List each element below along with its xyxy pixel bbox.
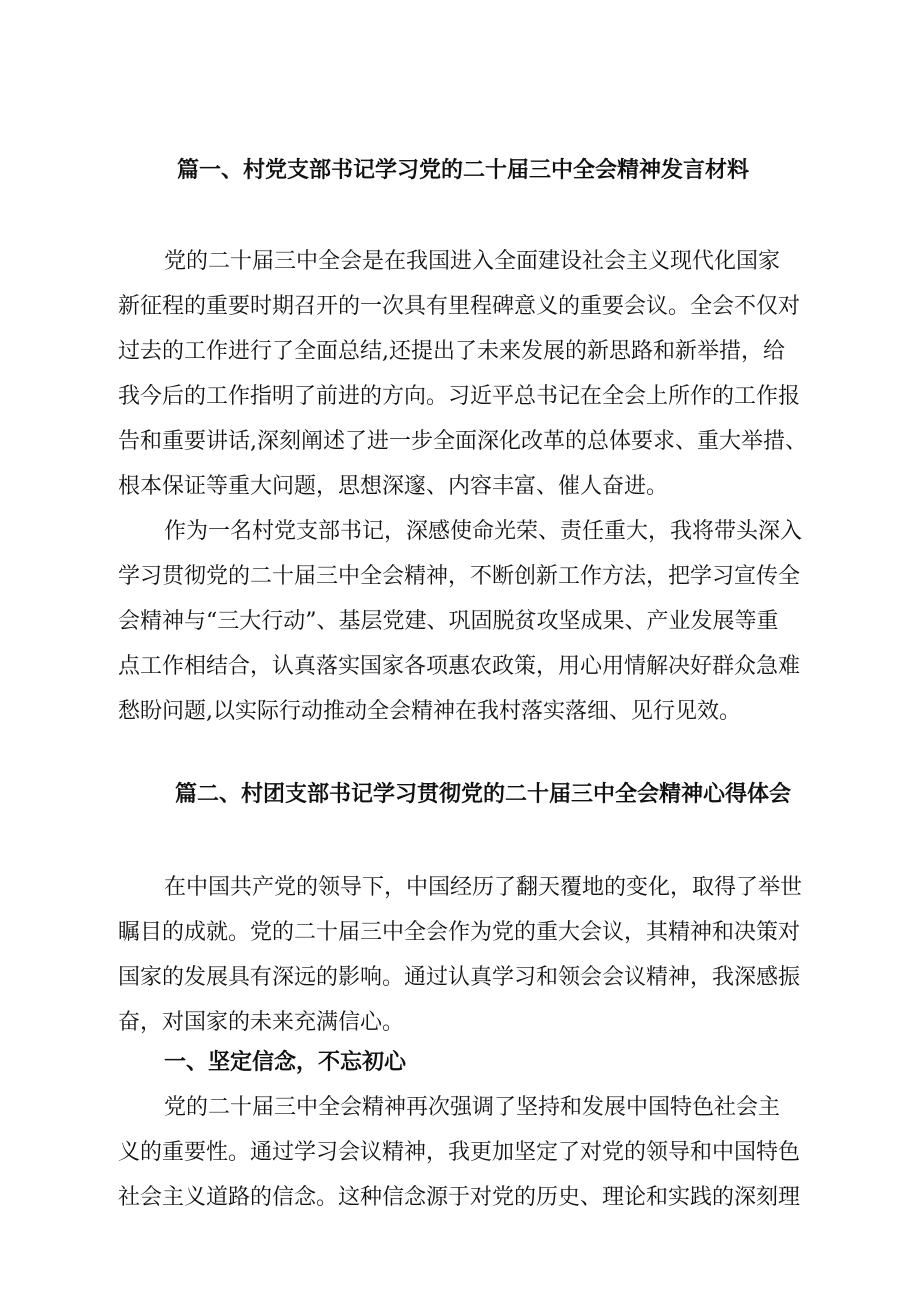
- paragraph-line: 愁盼问题,以实际行动推动全会精神在我村落实落细、见行见效。: [118, 699, 741, 724]
- paragraph-line: 新征程的重要时期召开的一次具有里程碑意义的重要会议。全会不仅对: [118, 294, 801, 319]
- paragraph-line: 告和重要讲话,深刻阐述了进一步全面深化改革的总体要求、重大举措、: [118, 429, 807, 454]
- paragraph-line: 在中国共产党的领导下，中国经历了翻天覆地的变化，取得了举世: [164, 875, 803, 900]
- paragraph-line: 社会主义道路的信念。这种信念源于对党的历史、理论和实践的深刻理: [118, 1185, 801, 1210]
- paragraph-line: 国家的发展具有深远的影响。通过认真学习和领会会议精神，我深感振: [118, 965, 801, 990]
- paragraph-line: 根本保证等重大问题，思想深邃、内容丰富、催人奋进。: [118, 474, 669, 499]
- paragraph-line: 作为一名村党支部书记，深感使命光荣、责任重大，我将带头深入: [164, 519, 803, 544]
- paragraph-line: 点工作相结合，认真落实国家各项惠农政策，用心用情解决好群众急难: [118, 654, 801, 679]
- paragraph-line: 我今后的工作指明了前进的方向。习近平总书记在全会上所作的工作报: [118, 384, 801, 409]
- paragraph-line: 奋，对国家的未来充满信心。: [118, 1010, 405, 1035]
- paragraph-line: 党的二十届三中全会是在我国进入全面建设社会主义现代化国家: [164, 249, 781, 274]
- paragraph-line: 瞩目的成就。党的二十届三中全会作为党的重大会议，其精神和决策对: [118, 920, 801, 945]
- paragraph-line: 义的重要性。通过学习会议精神，我更加坚定了对党的领导和中国特色: [118, 1140, 801, 1165]
- paragraph-line: 党的二十届三中全会精神再次强调了坚持和发展中国特色社会主: [164, 1095, 781, 1120]
- section-title-1: 篇一、村党支部书记学习党的二十届三中全会精神发言材料: [177, 157, 750, 183]
- paragraph-line: 学习贯彻党的二十届三中全会精神，不断创新工作方法，把学习宣传全: [118, 564, 801, 589]
- paragraph-line: 会精神与“三大行动”、基层党建、巩固脱贫攻坚成果、产业发展等重: [118, 609, 779, 634]
- paragraph-line: 过去的工作进行了全面总结,还提出了未来发展的新思路和新举措，给: [118, 339, 785, 364]
- subheading: 一、坚定信念，不忘初心: [164, 1049, 407, 1075]
- section-title-2: 篇二、村团支部书记学习贯彻党的二十届三中全会精神心得体会: [175, 781, 792, 807]
